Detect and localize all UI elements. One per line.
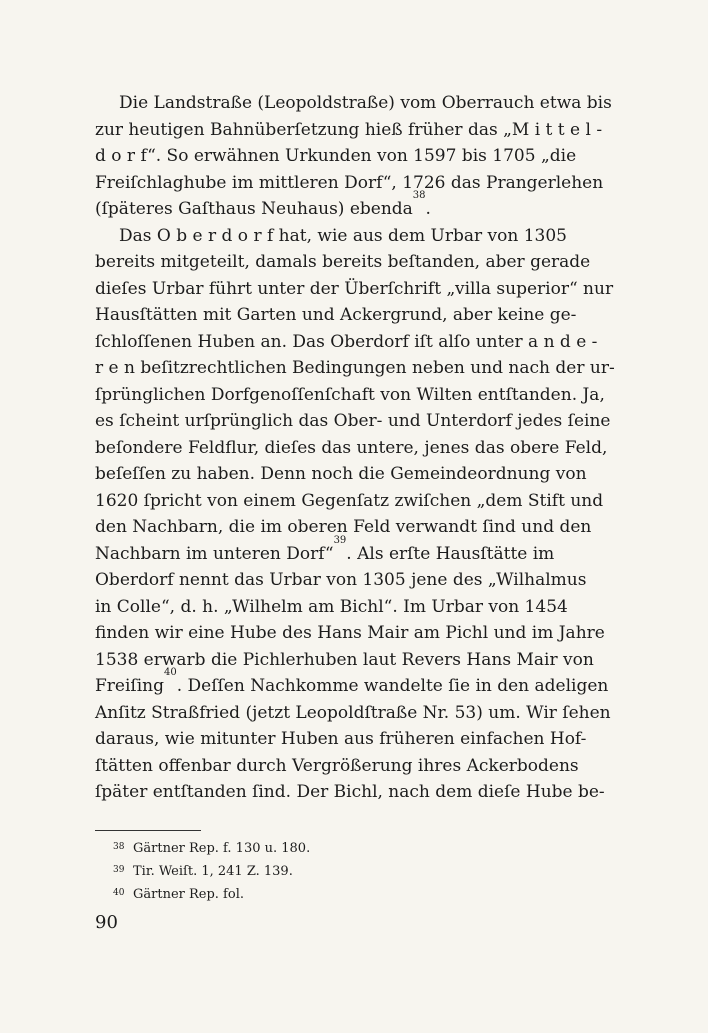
text-line <box>95 143 660 170</box>
footnote-reference: 40 <box>163 667 177 678</box>
line-text: ſtätten offenbar durch Vergrößerung ihres Ackerbodens <box>95 755 579 776</box>
line-text: es ſcheint urſprünglich das Ober- und Unterdorf jedes ſeine <box>95 411 611 431</box>
text-line <box>95 594 660 621</box>
page-number: 90 <box>95 912 118 933</box>
line-text: bereits mitgeteilt, damals bereits beſtanden, aber gerade <box>95 252 591 272</box>
line-text: 1538 erwarb die Pichlerhuben laut Revers Hans Mair von <box>95 649 594 670</box>
line-text: Oberdorf nennt das Urbar von 1305 jene des „Wilhalmus <box>95 570 587 590</box>
text-line <box>95 647 660 674</box>
line-text: finden wir eine Hube des Hans Mair am Pichl und im Jahre <box>95 623 605 643</box>
text-line <box>95 620 660 647</box>
line-text-rest: . Als erſte Hausſtätte im <box>346 543 555 564</box>
text-line <box>95 408 660 435</box>
text-line <box>95 488 660 515</box>
footnote <box>113 882 653 905</box>
line-text: den Nachbarn, die im oberen Feld verwandt ſind und den <box>95 517 592 537</box>
footnote-reference: 38 <box>412 190 426 201</box>
footnote-number: 39 <box>113 865 125 875</box>
text-line <box>95 170 660 197</box>
line-text: in Colle“, d. h. „Wilhelm am Bichl“. Im Urbar von 1454 <box>95 596 568 617</box>
text-line <box>95 779 660 806</box>
line-text: beſondere Feldflur, dieſes das untere, jenes das obere Feld, <box>95 437 608 458</box>
text-line <box>95 461 660 488</box>
line-text-end: . <box>425 199 431 219</box>
line-text: ſpäter entſtanden ſind. Der Bichl, nach dem dieſe Hube be- <box>95 782 605 802</box>
footnote-reference: 39 <box>333 534 347 546</box>
text-line <box>95 700 660 727</box>
line-text: daraus, wie mitunter Huben aus früheren einfachen Hof- <box>95 729 587 749</box>
text-line <box>95 90 660 117</box>
text-line <box>95 514 660 541</box>
footnote-divider <box>95 830 201 831</box>
footnotes <box>113 836 653 905</box>
text-line <box>95 534 660 568</box>
text-line <box>95 302 660 329</box>
line-text: Freiſchlaghube im mittleren Dorf“, 1726 das Prangerlehen <box>95 172 604 193</box>
body-text <box>95 90 660 806</box>
line-text: dieſes Urbar führt unter der Überſchrift „villa superior“ nur <box>95 278 614 299</box>
text-line <box>95 276 660 303</box>
line-text: 1620 ſpricht von einem Gegenſatz zwiſchen „dem Stift und <box>95 490 604 511</box>
line-text: Die Landstraße (Leopoldstraße) vom Oberrauch etwa bis <box>119 93 612 113</box>
footnote-number: 40 <box>113 888 125 898</box>
line-text: r e n beſitzrechtlichen Bedingungen neben und nach der ur- <box>95 358 615 378</box>
text-line <box>95 753 660 780</box>
footnote <box>113 836 653 859</box>
line-text: (ſpäteres Gaſthaus Neuhaus) ebenda <box>95 199 413 219</box>
footnote <box>113 859 653 882</box>
line-text: zur heutigen Bahnüberſetzung hieß früher das „M i t t e l - <box>95 119 603 140</box>
line-text: beſeſſen zu haben. Denn noch die Gemeindeordnung von <box>95 464 587 484</box>
text-line <box>95 249 660 276</box>
line-text: Nachbarn im unteren Dorf“ <box>95 543 334 564</box>
text-line <box>95 435 660 462</box>
text-line <box>95 223 660 250</box>
line-text: Anſitz Straßfried (jetzt Leopoldſtraße Nr. 53) um. Wir ſehen <box>95 702 611 723</box>
line-text: ſprünglichen Dorfgenoſſenſchaft von Wilten entſtanden. Ja, <box>95 384 605 405</box>
text-line <box>95 667 660 700</box>
footnote-text: Tir. Weiſt. 1, 241 Z. 139. <box>133 864 293 879</box>
footnote-text: Gärtner Rep. fol. <box>133 887 244 902</box>
text-line <box>95 382 660 409</box>
text-line <box>95 190 660 223</box>
line-text-rest: . Deſſen Nachkomme wandelte ſie in den adeligen <box>176 676 609 696</box>
line-text: ſchloſſenen Huben an. Das Oberdorf iſt alſo unter a n d e - <box>95 331 598 352</box>
text-line <box>95 355 660 382</box>
line-text: Das O b e r d o r f hat, wie aus dem Urbar von 1305 <box>119 225 567 246</box>
line-text: d o r f“. So erwähnen Urkunden von 1597 bis 1705 „die <box>95 146 577 166</box>
text-line <box>95 567 660 594</box>
footnote-text: Gärtner Rep. f. 130 u. 180. <box>133 841 311 856</box>
text-line <box>95 117 660 144</box>
text-line <box>95 329 660 356</box>
footnote-number: 38 <box>113 842 125 852</box>
line-text: Hausſtätten mit Garten und Ackergrund, aber keine ge- <box>95 305 577 325</box>
line-text: Freiſing <box>95 676 164 696</box>
text-line <box>95 726 660 753</box>
